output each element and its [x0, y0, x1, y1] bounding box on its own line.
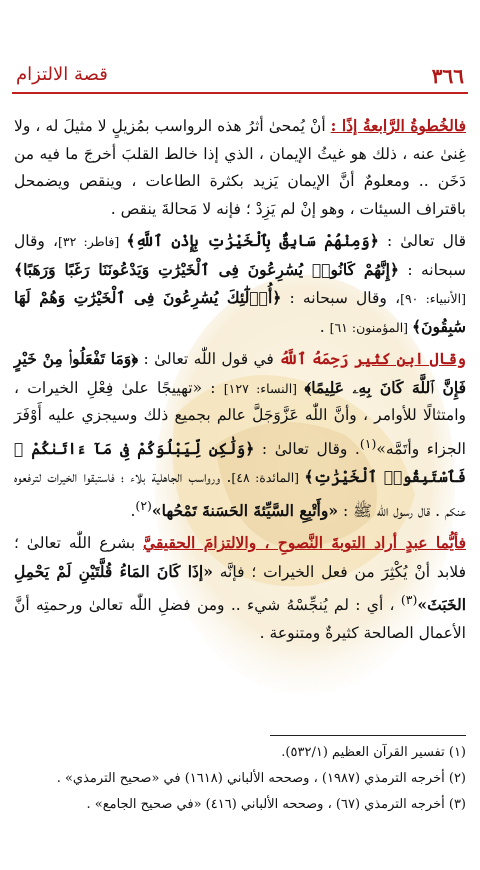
text-run: قال تعالىٰ :: [378, 232, 466, 250]
text-run: عالم بجميع ذلك وسيجزي عليه أَوْفَرَ الجزاء وأتَمَّه»: [14, 406, 466, 458]
text-run: في قول اللّٰه تعالىٰ :: [138, 350, 280, 368]
footnotes: [14, 740, 466, 818]
hadith-quote: «إذَا كَانَ المَاءُ قُلَّتَيْنِ لَمْ يَحْمِلِ الخَبَثَ»: [14, 561, 466, 615]
footnote-1: (١) تفسير القرآن العظيم (٥٣٢/١).: [281, 745, 466, 760]
verse-reference: [المائدة: ٤٨]: [231, 470, 305, 486]
verse-reference: [فاطر: ٣٢]: [58, 234, 127, 249]
verse-reference: [المؤمنون: ٦١]: [329, 319, 413, 335]
quran-verse: ﴿إِنَّهُمْ كَانُوا۟ يُسَٰرِعُونَ فِى ٱلْخَيْرَٰتِ وَيَدْعُونَنَا رَغَبًا وَرَهَبًا﴾: [14, 259, 399, 279]
quran-verse: ﴿وَلَٰكِن لِّيَبْلُوَكُمْ فِى مَآ ءَاتَىٰكُمْ ۖ فَٱسْتَبِقُوا۟ ٱلْخَيْرَٰتِ﴾: [14, 438, 466, 487]
main-text: [14, 112, 466, 651]
footnote-divider: [270, 735, 466, 736]
quran-verse: ﴿أُو۟لَٰٓئِكَ يُسَٰرِعُونَ فِى ٱلْخَيْرَٰتِ وَهُمْ لَهَا سَٰبِقُونَ﴾: [14, 288, 466, 336]
verse-reference: [النساء: ١٢٧]: [223, 380, 305, 396]
paragraph-3: [14, 345, 466, 525]
honorific: عَزَّوَجَلَّ: [252, 406, 299, 424]
footnote-marker[interactable]: (٢): [135, 497, 152, 513]
page-number: ٣٦٦: [431, 64, 464, 88]
salawat-symbol: ﷺ: [353, 501, 372, 520]
text-run: . ورواسب الجاهلية بلاء ؛ فاستبقوا الخيرات لترفعوه عنكم . قال رسول اللّٰه: [14, 468, 466, 520]
running-title: قصة الالتزام: [16, 64, 108, 85]
text-run: .: [319, 317, 330, 336]
text-run: : «تهييجًا علىٰ فِعْلِ الخيرات ، وامتثالًا للأوامر ، وأنَّ اللّٰه: [14, 378, 466, 424]
paragraph-4: [14, 529, 466, 647]
footnote-2: (٢) أخرجه الترمذي (١٩٨٧) ، وصححه الألباني (١٦١٨) في «صحيح الترمذي» .: [56, 771, 466, 786]
text-run: بشرع اللّٰه تعالىٰ ؛ فلابد أنْ يُكْثِرَ من فعل الخيرات ؛ فإنَّه: [14, 534, 467, 581]
text-run: :: [338, 501, 354, 520]
step-heading: فالخُطوةُ الرَّابعةُ إذًا :: [330, 116, 466, 135]
honorific: رَحِمَهُ ٱللَّهُ: [279, 349, 355, 368]
quran-verse: ﴿وَمَا تَفْعَلُوا۟ مِنْ خَيْرٍ فَإِنَّ ٱللَّهَ كَانَ بِهِۦ عَلِيمًا﴾: [14, 349, 466, 397]
page-header: [12, 60, 468, 90]
paragraph-text: أنْ يُمحىٰ أثرُ هذه الرواسب بمُزيلٍ لا مثيلَ له ، ولا غِنىٰ عنه ، ذلك هو غيثُ الإيمان ، الذي إذا خالط القلبَ أخرجَ ما فيه من دَخَن .. ومعلومٌ أنَّ الإيمان يَزيد بكثرة الطاعات ، وينقص ويضمحل باقتراف السيئات ، وهو إنْ لم يَزِدْ ؛ فإنه لا مَحالةَ ينقص .: [14, 117, 466, 218]
footnote-marker[interactable]: (٣): [400, 592, 418, 608]
repentance-heading: فأيُّما عبدٍ أراد التوبةَ النَّصوحِ ، والالتزامَ الحقيقيَّ: [143, 533, 466, 553]
text-run: ، وقال سبحانه :: [14, 232, 467, 279]
text-run: . وقال تعالىٰ :: [254, 439, 360, 458]
header-divider: [12, 92, 468, 94]
text-run: ، أي : لم يُنجِّسْهُ شيء .. ومن فضلِ اللّٰه تعالىٰ ورحمتِه أنَّ الأعمال الصالحة كثيرةٌ ومتنوعة .: [14, 596, 466, 642]
footnote-marker[interactable]: (١): [359, 435, 377, 451]
paragraph-1: [14, 112, 466, 223]
ibn-kathir-heading: وقال ابن كثير: [354, 349, 466, 368]
text-run: ، وقال سبحانه :: [281, 289, 401, 307]
footnote-3: (٣) أخرجه الترمذي (٦٧) ، وصححه الألباني (٤١٦) «في صحيح الجامع» .: [86, 797, 466, 812]
verse-reference: [الأنبياء: ٩٠]: [400, 291, 466, 306]
paragraph-2: [14, 227, 466, 341]
hadith-quote: «وأَتْبِعِ السَّيِّئةَ الحَسَنةَ تَمْحُها»: [151, 500, 339, 520]
quran-verse: ﴿وَمِنْهُمْ سَابِقٌۢ بِٱلْخَيْرَٰتِ بِإِذْنِ ٱللَّهِ﴾: [126, 231, 379, 250]
text-run: .: [130, 501, 136, 520]
